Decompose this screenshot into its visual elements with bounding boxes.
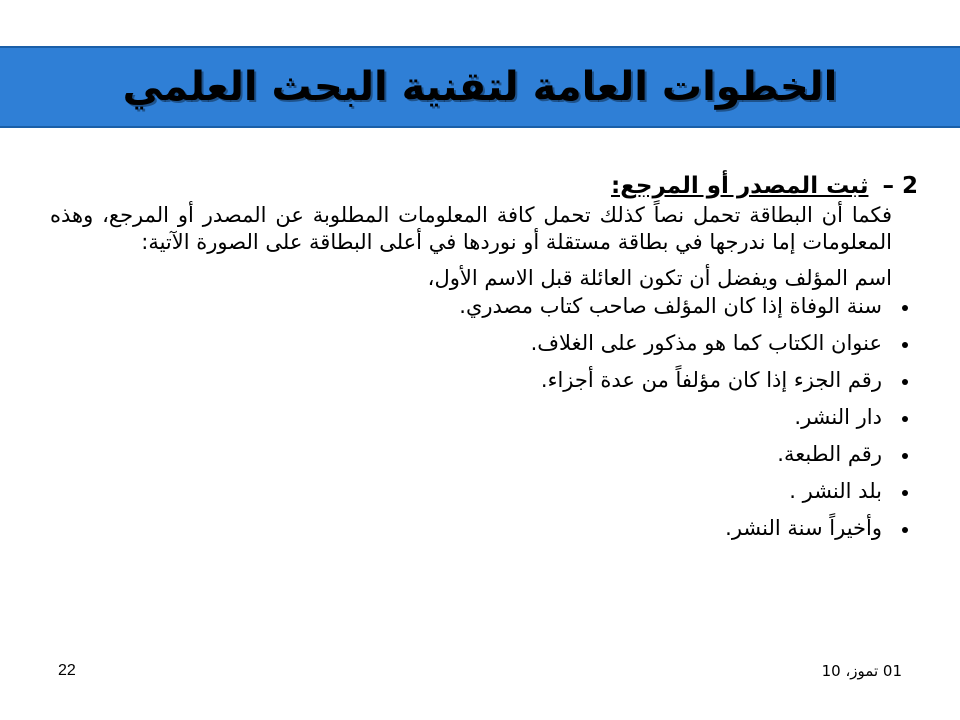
list-item — [50, 440, 918, 477]
bullet-icon — [902, 527, 908, 533]
list-item — [50, 403, 918, 440]
first-item: اسم المؤلف ويفضل أن تكون العائلة قبل الاسم الأول، — [427, 266, 892, 290]
bullet-icon — [902, 342, 908, 348]
list-item-text: سنة الوفاة إذا كان المؤلف صاحب كتاب مصدري. — [459, 294, 882, 318]
list-item — [50, 477, 918, 514]
bullet-icon — [902, 305, 908, 311]
footer-date: 01 تموز، 10 — [821, 662, 902, 680]
list-item-text: وأخيراً سنة النشر. — [725, 516, 882, 540]
list-item-text: بلد النشر . — [789, 479, 882, 503]
title-banner — [0, 46, 960, 128]
list-item-text: دار النشر. — [794, 405, 882, 429]
bullet-icon — [902, 379, 908, 385]
list-item — [50, 514, 918, 551]
bullet-list — [50, 292, 918, 551]
section-number: 2 – — [882, 173, 918, 199]
list-item — [50, 366, 918, 403]
bullet-icon — [902, 416, 908, 422]
section-heading — [50, 170, 918, 202]
list-item-text: رقم الجزء إذا كان مؤلفاً من عدة أجزاء. — [540, 368, 882, 392]
list-item-text: رقم الطبعة. — [777, 442, 882, 466]
bullet-icon — [902, 490, 908, 496]
bullet-icon — [902, 453, 908, 459]
slide-content — [50, 170, 918, 551]
page-number: 22 — [58, 662, 76, 679]
list-item — [50, 292, 918, 329]
list-item-text: عنوان الكتاب كما هو مذكور على الغلاف. — [530, 331, 882, 355]
section-label: ثبت المصدر أو المرجع: — [611, 173, 869, 199]
slide-title: الخطوات العامة لتقنية البحث العلمي — [122, 64, 838, 110]
section-paragraph: فكما أن البطاقة تحمل نصاً كذلك تحمل كافة المعلومات المطلوبة عن المصدر أو المرجع، وهذه المعلومات إما ندرجها في بطاقة مستقلة أو نوردها في أعلى البطاقة على الصورة الآتية: — [50, 203, 892, 254]
list-item — [50, 329, 918, 366]
